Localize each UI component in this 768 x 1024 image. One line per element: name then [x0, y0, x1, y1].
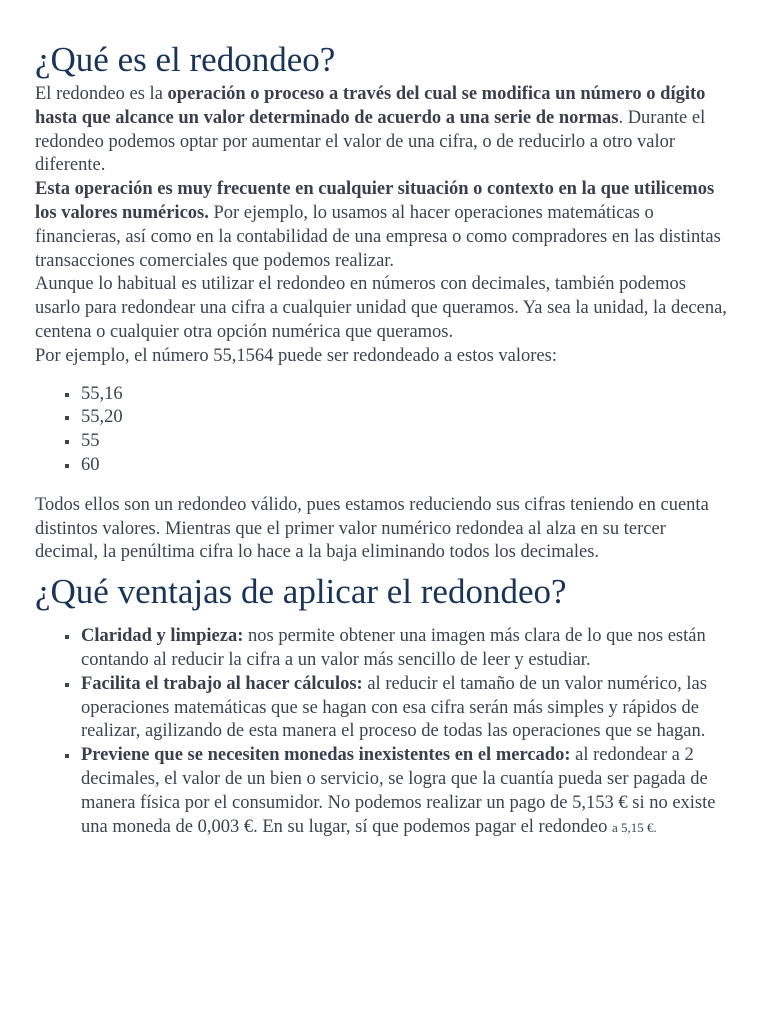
- advantage-small-text: a 5,15 €.: [612, 819, 657, 835]
- list-item: 55,16: [65, 383, 728, 407]
- paragraph-units: Aunque lo habitual es utilizar el redondeo en números con decimales, también podemos usarlo para redondear una cifra a cualquier unidad que queramos. Ya sea la unidad, la decena, centena o cualquier otra opción numérica que queramos.: [35, 274, 727, 342]
- definition-rest: . Durante el redondeo podemos optar por aumentar el valor de una cifra, o de reducirlo a otro valor diferente.: [35, 107, 706, 176]
- paragraph-example: Por ejemplo, el número 55,1564 puede ser redondeado a estos valores:: [35, 345, 557, 366]
- list-item: 55,20: [65, 406, 728, 430]
- list-item: 55: [65, 430, 728, 454]
- list-item: [65, 744, 728, 839]
- usage-bold: Esta operación es muy frecuente en cualquier situación o contexto en la que utilicemos los valores numéricos.: [35, 179, 715, 223]
- paragraph-explanation: Todos ellos son un redondeo válido, pues estamos reduciendo sus cifras teniendo en cuenta distintos valores. Mientras que el primer valor numérico redondea al alza en su tercer decimal, la penúltima cifra lo hace a la baja eliminando todos los decimales.: [35, 494, 709, 563]
- advantage-title: Previene que se necesiten monedas inexistentes en el mercado:: [81, 745, 571, 766]
- usage-rest: Por ejemplo, lo usamos al hacer operaciones matemáticas o financieras, así como en la contabilidad de una empresa o como compradores en las distintas transacciones comerciales que podemos realizar.: [35, 202, 721, 271]
- advantage-title: Facilita el trabajo al hacer cálculos:: [81, 673, 363, 694]
- rounded-values-list: [35, 383, 728, 478]
- list-item: [65, 673, 728, 744]
- advantage-title: Claridad y limpieza:: [81, 626, 244, 647]
- section-title-redondeo: ¿Qué es el redondeo?: [35, 40, 336, 79]
- advantage-text: nos permite obtener una imagen más clara de lo que nos están contando al reducir la cifra a un valor más sencillo de leer y estudiar.: [81, 626, 706, 670]
- paragraph-usage: [35, 178, 728, 273]
- advantage-text: al redondear a 2 decimales, el valor de un bien o servicio, se logra que la cuantía pueda ser pagada de manera física por el consumidor. No podemos realizar un pago de 5,153 € si no existe una moneda de 0,003 €. En su lugar, sí que podemos pagar el redondeo: [81, 745, 716, 837]
- definition-bold: operación o proceso a través del cual se modifica un número o dígito hasta que alcance un valor determinado de acuerdo a una serie de normas: [35, 84, 706, 128]
- advantages-list: [35, 625, 728, 839]
- section-title-ventajas: ¿Qué ventajas de aplicar el redondeo?: [35, 572, 567, 612]
- advantage-text: al reducir el tamaño de un valor numérico, las operaciones matemáticas que se hagan con esa cifra serán más simples y rápidos de realizar, agilizando de esta manera el proceso de todas las operaciones que se hagan.: [81, 673, 707, 742]
- list-item: 60: [65, 454, 728, 478]
- paragraph-definition: [35, 83, 728, 178]
- definition-intro: El redondeo es la: [35, 84, 168, 104]
- list-item: [65, 625, 728, 673]
